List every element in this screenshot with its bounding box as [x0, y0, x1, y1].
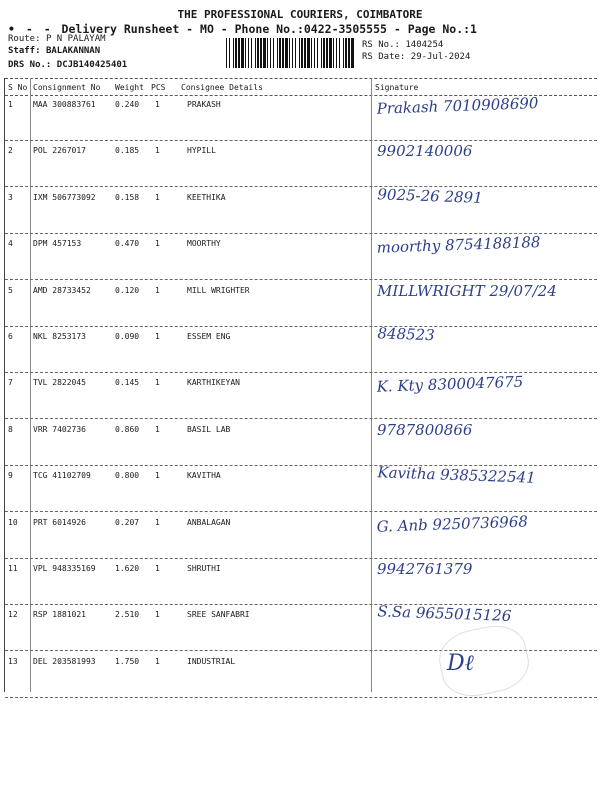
table-row — [5, 94, 597, 141]
barcode-bar — [314, 38, 315, 68]
pcs-cell: 1 — [155, 564, 160, 573]
pcs-cell: 1 — [155, 424, 160, 434]
weight-cell: 0.158 — [115, 192, 140, 202]
consignment-cell: TCG 41102709 — [33, 471, 91, 481]
handwritten-signature: Prakash 7010908690 — [376, 94, 539, 118]
pcs-cell: 1 — [155, 100, 160, 109]
consignee-cell: KAVITHA — [187, 471, 221, 481]
barcode-bar — [245, 38, 246, 68]
pcs-cell: 1 — [155, 192, 160, 202]
rs-date-value: 29-Jul-2024 — [410, 52, 471, 62]
barcode-bar — [277, 38, 278, 68]
table-row — [5, 372, 597, 419]
runsheet-table — [4, 78, 597, 692]
pcs-cell: 1 — [155, 285, 160, 295]
barcode-bar — [238, 38, 240, 68]
barcode-bar — [285, 38, 288, 68]
barcode-bar — [311, 38, 312, 68]
pcs-cell: 1 — [155, 378, 160, 388]
weight-cell: 0.470 — [115, 239, 140, 249]
col-consignment: Consignment No — [33, 83, 101, 92]
barcode-bar — [299, 38, 300, 68]
drs-value: DCJB140425401 — [56, 60, 128, 70]
col-weight: Weight — [115, 83, 144, 92]
barcode-bar — [248, 38, 249, 68]
sno-cell: 3 — [8, 192, 13, 202]
barcode-bar — [273, 38, 274, 68]
weight-cell: 0.145 — [115, 378, 140, 388]
barcode — [226, 38, 354, 68]
consignment-cell: AMD 28733452 — [33, 285, 91, 295]
handwritten-signature: K. Kty 8300047675 — [376, 373, 524, 397]
pcs-cell: 1 — [155, 610, 160, 620]
consignee-cell: HYPILL — [187, 146, 216, 156]
weight-cell: 0.185 — [115, 146, 140, 156]
consignee-cell: ANBALAGAN — [187, 517, 231, 527]
weight-cell: 0.207 — [115, 517, 140, 527]
col-signature: Signature — [375, 83, 419, 92]
col-consignee: Consignee Details — [181, 83, 263, 92]
barcode-bar — [289, 38, 290, 68]
barcode-bar — [301, 38, 303, 68]
rs-no-label: RS No.: — [362, 40, 400, 50]
runsheet-subtitle: Delivery Runsheet - MO - Phone No.:0422-3505555 - Page No.:1 — [61, 22, 477, 36]
consignment-cell: IXM 506773092 — [33, 192, 96, 202]
pcs-cell: 1 — [155, 471, 160, 481]
sno-cell: 11 — [8, 564, 18, 573]
rs-date-line — [362, 52, 470, 62]
consignment-cell: POL 2267017 — [33, 146, 86, 156]
consignment-cell: RSP 1881021 — [33, 610, 86, 620]
table-row — [5, 233, 597, 280]
consignment-cell: NKL 8253173 — [33, 332, 86, 341]
pcs-cell: 1 — [155, 332, 160, 341]
sno-cell: 12 — [8, 610, 18, 620]
consignee-cell: BASIL LAB — [187, 424, 231, 434]
rs-no-value: 1404254 — [405, 40, 444, 50]
barcode-bar — [229, 38, 230, 68]
consignee-cell: KARTHIKEYAN — [187, 378, 240, 388]
handwritten-signature: 9902140006 — [377, 142, 473, 161]
rs-date-label: RS Date: — [362, 52, 406, 62]
drs-line — [8, 60, 127, 70]
handwritten-signature: 848523 — [377, 324, 435, 345]
sno-cell: 4 — [8, 239, 13, 249]
barcode-bar — [233, 38, 234, 68]
sno-cell: 13 — [8, 656, 18, 666]
barcode-bar — [345, 38, 347, 68]
barcode-bar — [282, 38, 284, 68]
barcode-bar — [295, 38, 296, 68]
consignee-cell: MOORTHY — [187, 239, 221, 249]
weight-cell: 0.240 — [115, 100, 140, 109]
barcode-bar — [343, 38, 344, 68]
table-row — [5, 419, 597, 466]
barcode-bar — [339, 38, 340, 68]
barcode-bar — [317, 38, 318, 68]
barcode-bar — [307, 38, 310, 68]
consignment-cell: TVL 2822045 — [33, 378, 86, 388]
sno-cell: 7 — [8, 378, 13, 388]
barcode-bar — [241, 38, 244, 68]
handwritten-signature: Kavitha 9385322541 — [377, 463, 536, 487]
consignment-cell: DPM 457153 — [33, 239, 82, 249]
stray-marks: • ‐ ‐ — [8, 22, 62, 36]
sno-cell: 6 — [8, 332, 13, 341]
staff-label: Staff: — [8, 46, 41, 56]
handwritten-signature: MILLWRIGHT 29/07/24 — [377, 281, 557, 300]
consignee-cell: SREE SANFABRI — [187, 610, 250, 620]
consignment-cell: VPL 948335169 — [33, 564, 96, 573]
table-row — [5, 326, 597, 373]
stamp-signature: Dℓ — [447, 651, 474, 676]
consignment-cell: DEL 203581993 — [33, 656, 96, 666]
route-label: Route: — [8, 34, 41, 44]
table-row — [5, 280, 597, 327]
route-line — [8, 34, 106, 44]
barcode-bar — [304, 38, 306, 68]
barcode-bar — [292, 38, 293, 68]
barcode-bar — [226, 38, 227, 68]
handwritten-signature: S.Sa 9655015126 — [377, 602, 512, 626]
barcode-bar — [267, 38, 268, 68]
consignee-cell: SHRUTHI — [187, 564, 221, 573]
consignee-cell: ESSEM ENG — [187, 332, 231, 341]
barcode-bar — [351, 38, 354, 68]
consignment-cell: MAA 300883761 — [33, 100, 96, 109]
table-row — [5, 558, 597, 605]
consignment-cell: PRT 6014926 — [33, 517, 86, 527]
sno-cell: 10 — [8, 517, 18, 527]
staff-value: BALAKANNAN — [45, 46, 101, 56]
barcode-bar — [329, 38, 332, 68]
handwritten-signature: 9942761379 — [377, 560, 473, 578]
table-row — [5, 465, 597, 512]
sno-cell: 5 — [8, 285, 13, 295]
weight-cell: 0.090 — [115, 332, 140, 341]
handwritten-signature: G. Anb 9250736968 — [376, 512, 529, 536]
weight-cell: 0.120 — [115, 285, 140, 295]
consignment-cell: VRR 7402736 — [33, 424, 86, 434]
barcode-bar — [323, 38, 325, 68]
barcode-bar — [235, 38, 237, 68]
handwritten-signature: 9025-26 2891 — [377, 185, 483, 207]
route-value: P N PALAYAM — [45, 34, 106, 44]
weight-cell: 0.800 — [115, 471, 140, 481]
barcode-bar — [257, 38, 259, 68]
consignee-cell: INDUSTRIAL — [187, 656, 236, 666]
barcode-bar — [321, 38, 322, 68]
table-row — [5, 187, 597, 234]
pcs-cell: 1 — [155, 146, 160, 156]
barcode-bar — [263, 38, 266, 68]
barcode-bar — [255, 38, 256, 68]
runsheet-title: THE PROFESSIONAL COURIERS, COIMBATORE — [177, 8, 423, 21]
consignee-cell: KEETHIKA — [187, 192, 226, 202]
sno-cell: 8 — [8, 424, 13, 434]
sno-cell: 1 — [8, 100, 13, 109]
consignee-cell: MILL WRIGHTER — [187, 285, 250, 295]
barcode-bar — [326, 38, 328, 68]
barcode-bar — [251, 38, 252, 68]
consignee-cell: PRAKASH — [187, 100, 221, 109]
weight-cell: 0.860 — [115, 424, 140, 434]
barcode-bar — [260, 38, 262, 68]
staff-line — [8, 46, 100, 56]
weight-cell: 2.510 — [115, 610, 140, 620]
barcode-bar — [348, 38, 350, 68]
pcs-cell: 1 — [155, 656, 160, 666]
handwritten-signature: 9787800866 — [377, 420, 473, 439]
weight-cell: 1.750 — [115, 656, 140, 666]
pcs-cell: 1 — [155, 239, 160, 249]
barcode-bar — [333, 38, 334, 68]
barcode-bar — [279, 38, 281, 68]
table-row — [5, 512, 597, 559]
sno-cell: 2 — [8, 146, 13, 156]
sno-cell: 9 — [8, 471, 13, 481]
rs-number-line — [362, 40, 443, 50]
handwritten-signature: moorthy 8754188188 — [376, 233, 541, 257]
col-pcs: PCS — [151, 83, 166, 92]
table-row — [5, 140, 597, 187]
barcode-bar — [336, 38, 337, 68]
drs-label: DRS No.: — [8, 60, 52, 70]
pcs-cell: 1 — [155, 517, 160, 527]
weight-cell: 1.620 — [115, 564, 140, 573]
barcode-bar — [270, 38, 271, 68]
col-sno: S No — [8, 83, 28, 92]
